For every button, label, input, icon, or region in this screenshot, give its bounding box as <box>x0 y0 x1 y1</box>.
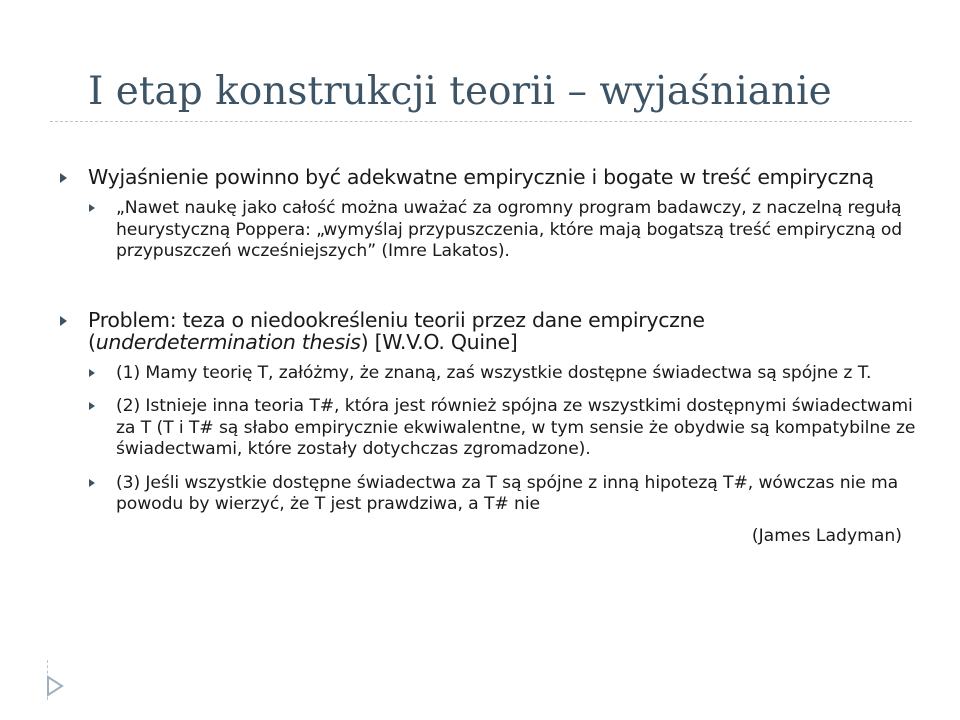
sub-bullet-lakatos <box>58 198 918 263</box>
bullet-adequacy <box>58 166 918 188</box>
bullet-problem-text: Problem: teza o niedookreśleniu teorii przez dane empiryczne ( <box>88 307 705 354</box>
bullet-underdetermination <box>58 309 918 353</box>
title-divider <box>50 121 912 122</box>
slide-title: I etap konstrukcji teorii – wyjaśnianie <box>88 69 832 114</box>
sub-bullet-lakatos-text: „Nawet naukę jako całość można uważać za ogromny program badawczy, z naczelną regułą heurystyczną Poppera: „wymyślaj przypuszczenia, które mają bogatszą treść empiryczną od przypuszczeń wcześniejszych” (Imre Lakatos). <box>116 198 903 261</box>
sub-bullet-triangle-icon <box>89 402 95 410</box>
sub-bullet-triangle-icon <box>89 479 95 487</box>
attribution: (James Ladyman) <box>751 525 902 546</box>
sub-bullet-conclusion-text: (3) Jeśli wszystkie dostępne świadectwa za T są spójne z inną hipotezą T#, wówczas nie ma powodu by wierzyć, że T jest prawdziwa, a T# nie <box>116 472 899 514</box>
sub-bullet-premise-1-text: (1) Mamy teorię T, załóżmy, że znaną, zaś wszystkie dostępne świadectwa są spójne z T. <box>116 362 872 383</box>
sub-bullet-triangle-icon <box>89 204 95 212</box>
sub-bullet-conclusion <box>58 473 918 516</box>
bullet-problem-quine: ) [W.V.O. Quine] <box>360 329 518 354</box>
slide-body <box>58 166 918 547</box>
sub-bullet-premise-2 <box>58 396 918 461</box>
bullet-triangle-icon <box>60 316 67 326</box>
play-triangle-outline-icon <box>46 675 64 697</box>
bullet-problem-italic: underdetermination thesis <box>95 329 361 354</box>
sub-bullet-premise-1 <box>58 363 918 385</box>
sub-bullet-premise-2-text: (2) Istnieje inna teoria T#, która jest również spójna ze wszystkimi dostępnymi świadectwami za T (T i T# są słabo empirycznie ekwiwalentne, w tym sensie że obydwie są kompatybilne ze świadectwami, które zostały dotychczas zgromadzone). <box>116 396 916 459</box>
bullet-triangle-icon <box>60 173 67 183</box>
bullet-adequacy-text: Wyjaśnienie powinno być adekwatne empirycznie i bogate w treść empiryczną <box>88 165 874 189</box>
sub-bullet-triangle-icon <box>89 369 95 377</box>
